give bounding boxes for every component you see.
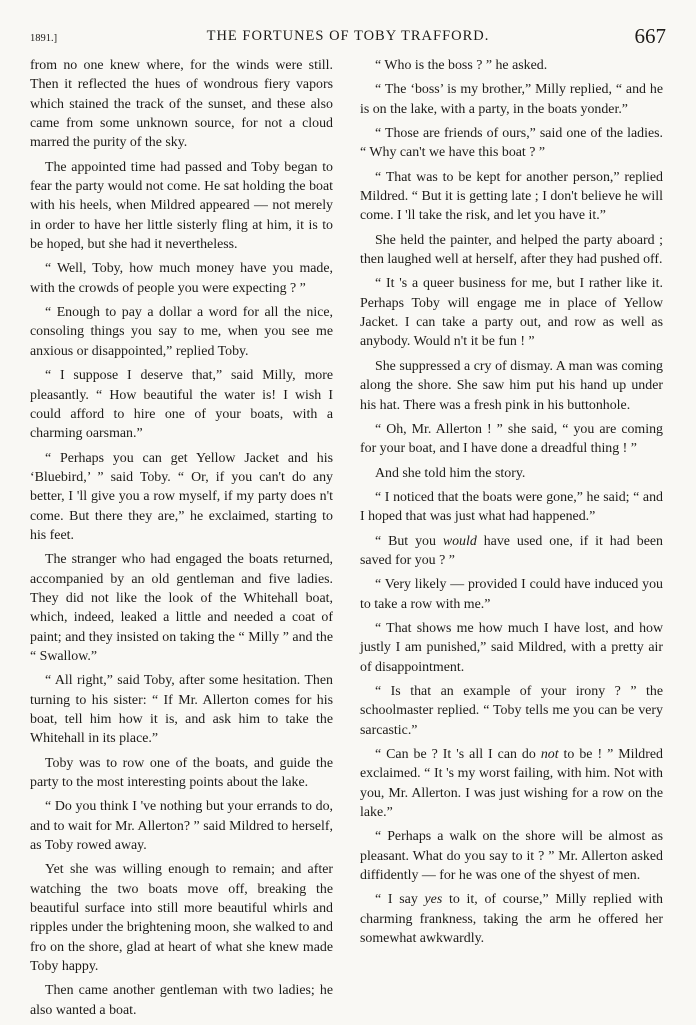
paragraph: “ Who is the boss ? ” he asked.	[375, 58, 548, 73]
running-head	[30, 26, 666, 48]
right-column	[360, 56, 663, 953]
paragraph: “ All right,” said Toby, after some hesitation. Then turning to his sister: “ If Mr. Allerton comes for his boat, tell him how it is, and ask him to take the Whitehall in its place.”	[30, 673, 333, 747]
paragraph: She suppressed a cry of dismay. A man was coming along the shore. She saw him put his hand up under his hat. There was a fresh pink in his buttonhole.	[360, 358, 663, 413]
italic-word: yes	[424, 892, 443, 908]
paragraph: And she told him the story.	[375, 465, 526, 481]
paragraph: “ I noticed that the boats were gone,” he said; “ and I hoped that was just what had happened.”	[360, 489, 663, 525]
paragraph: The appointed time had passed and Toby began to fear the party would not come. He sat holding the boat with his heels, when Mildred appeared — not merely in order to have her little sisterly fling at him, it is to be hoped, but she had it nevertheless.	[30, 159, 333, 253]
paragraph: “ Oh, Mr. Allerton ! ” she said, “ you are coming for your boat, and I have done a dreadful thing ! ”	[360, 421, 663, 457]
paragraph: Yet she was willing enough to remain; and after watching the two boats move off, breaking the beautiful surface into still more beautiful whirls and ripples under the brightening moon, she walked to and fro on the shore, glad at heart of what she knew made Toby happy.	[30, 862, 333, 975]
paragraph: “ It 's a queer business for me, but I rather like it. Perhaps Toby will engage me in place of Yellow Jacket. I can take a party out, and row as well as anybody. Would n't it be fun ! ”	[360, 276, 663, 350]
paragraph: “ The ‘boss’ is my brother,” Milly replied, “ and he is on the lake, with a party, in the boats yonder.”	[360, 82, 663, 117]
paragraph: “ Perhaps you can get Yellow Jacket and his ‘Bluebird,’ ” said Toby. “ Or, if you can't do any better, I 'll give you a row myself, if my party does n't come. But there they are,” he exclaimed, starting to his feet.	[30, 450, 333, 543]
paragraph: “ That shows me how much I have lost, and how justly I am punished,” said Mildred, with a pretty air of disappointment.	[360, 620, 663, 675]
paragraph: “ I suppose I deserve that,” said Milly, more pleasantly. “ How beautiful the water is! I wish I could afford to hire one of your boats, with a charming oarsman.”	[30, 368, 333, 442]
header-date: 1891.]	[30, 33, 58, 44]
paragraph: “ Well, Toby, how much money have you made, with the crowds of people you were expecting ? ”	[30, 261, 333, 296]
paragraph: from no one knew where, for the winds were still. Then it reflected the hues of wondrous fiery vapors which stained the track of the sunset, and these also came from some unknown source, for not a cloud marred the purity of the sky.	[30, 58, 333, 151]
paragraph: “ I say yes to it, of course,” Milly replied with charming frankness, taking the arm he offered her somewhat awkwardly.	[360, 892, 663, 947]
paragraph: “ Can be ? It 's all I can do not to be ! ” Mildred exclaimed. “ It 's my worst failing, with him. Not with you, Mr. Allerton. I was just wishing for a row on the lake.”	[360, 747, 663, 821]
paragraph: “ Do you think I 've nothing but your errands to do, and to wait for Mr. Allerton? ” said Mildred to herself, as Toby rowed away.	[30, 799, 333, 854]
italic-word: would	[442, 533, 477, 549]
page-number: 667	[634, 24, 666, 48]
paragraph: “ Perhaps a walk on the shore will be almost as pleasant. What do you say to it ? ” Mr. Allerton asked diffidently — for he was one of the shyest of men.	[360, 829, 663, 884]
left-column	[30, 56, 333, 1025]
paragraph: “ That was to be kept for another person,” replied Mildred. “ But it is getting late ; I don't believe he will come. I 'll take the risk, and let you have it.”	[360, 169, 663, 224]
paragraph: “ Enough to pay a dollar a word for all the nice, consoling things you say to me, when you see me anxious or disappointed,” replied Toby.	[30, 305, 333, 359]
italic-word: not	[540, 747, 559, 762]
paragraph: “ Is that an example of your irony ? ” the schoolmaster replied. “ Toby tells me you can be very sarcastic.”	[360, 683, 663, 738]
paragraph: She held the painter, and helped the party aboard ; then laughed well at herself, after they had pushed off.	[360, 232, 663, 268]
paragraph: Then came another gentleman with two ladies; he also wanted a boat.	[30, 983, 333, 1018]
paragraph: “ Those are friends of ours,” said one of the ladies. “ Why can't we have this boat ? ”	[360, 126, 663, 161]
header-title: THE FORTUNES OF TOBY TRAFFORD.	[206, 28, 490, 44]
paragraph: “ Very likely — provided I could have induced you to take a row with me.”	[360, 577, 663, 612]
paragraph: Toby was to row one of the boats, and guide the party to the most interesting points about the lake.	[30, 755, 333, 791]
paragraph: “ But you would have used one, if it had been saved for you ? ”	[360, 533, 663, 568]
paragraph: The stranger who had engaged the boats returned, accompanied by an old gentleman and five ladies. They did not like the look of the Whitehall boat, which, indeed, leaked a little and needed a coat of paint; and they insisted on taking the “ Milly ” and the “ Swallow.”	[30, 552, 333, 664]
